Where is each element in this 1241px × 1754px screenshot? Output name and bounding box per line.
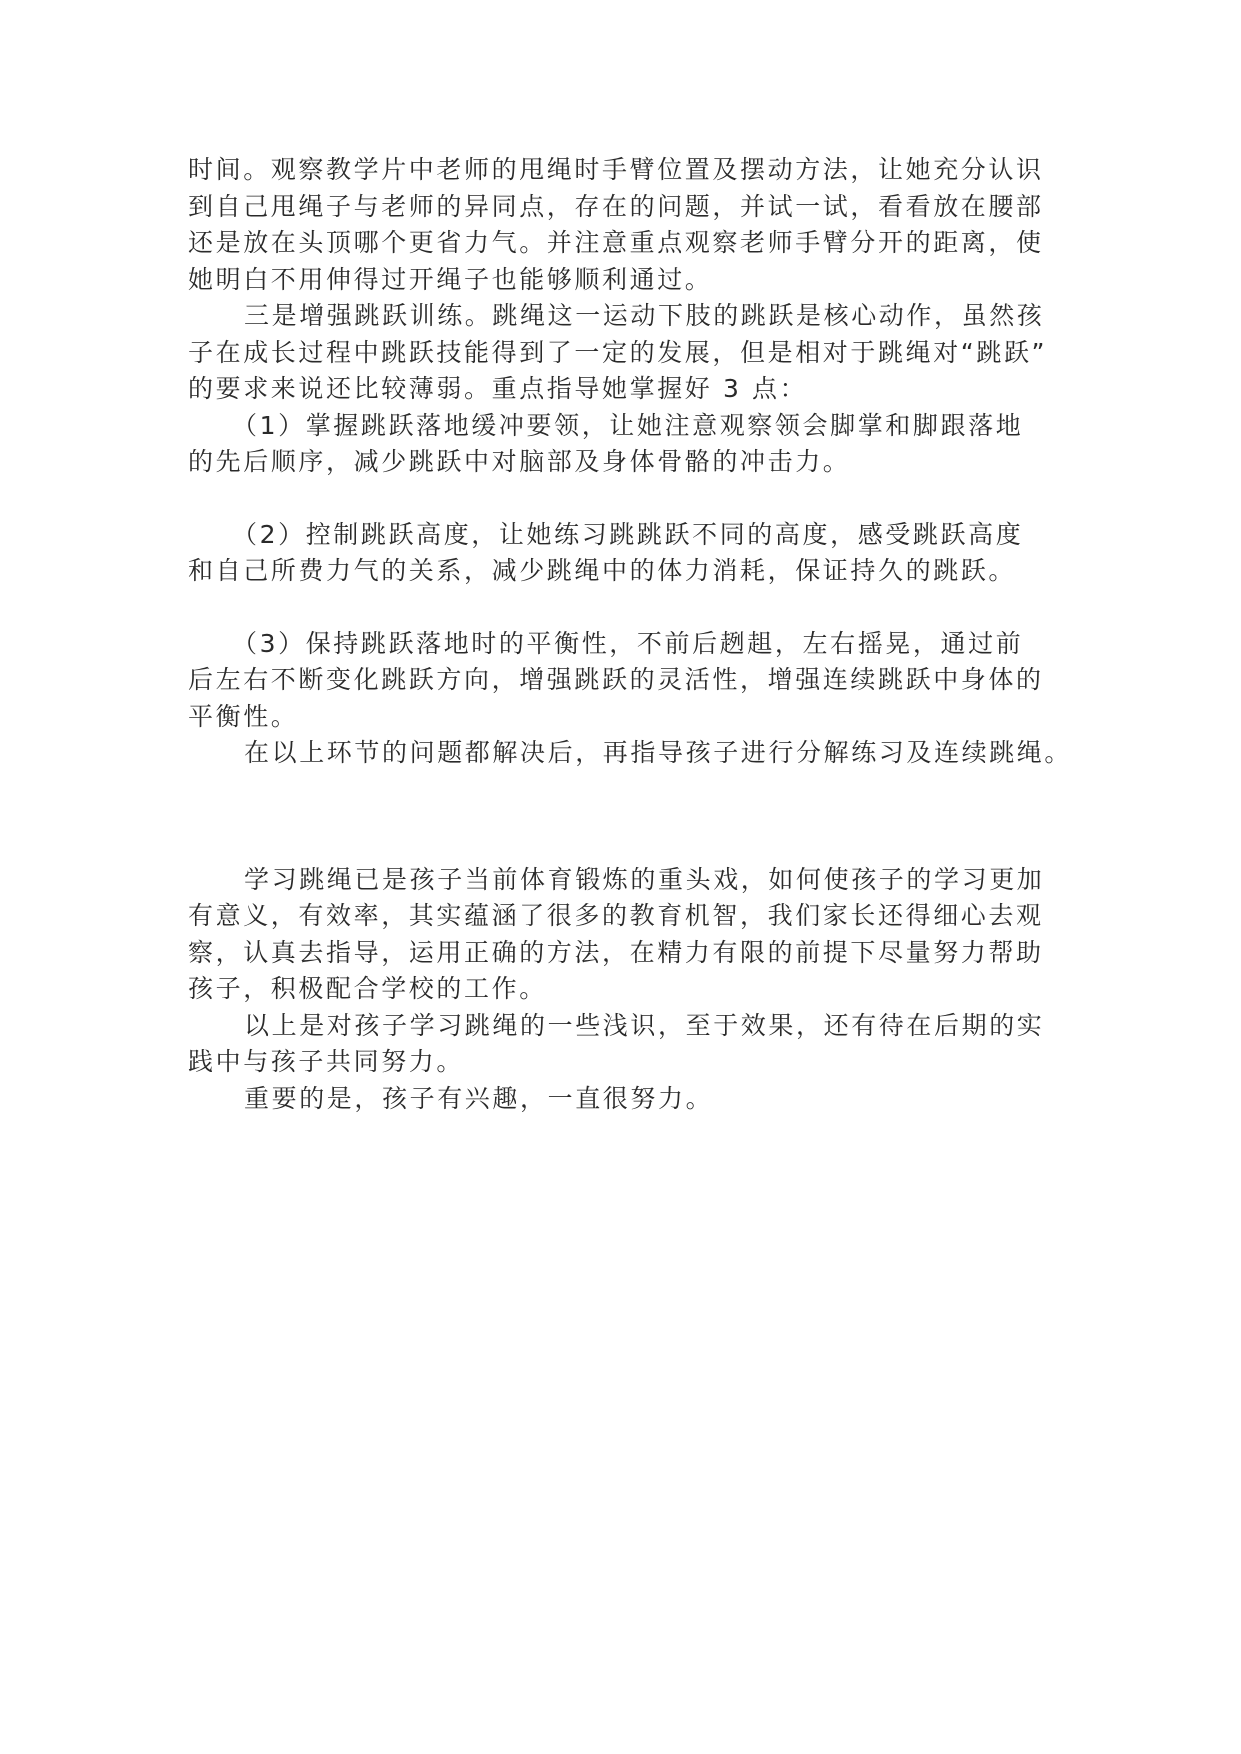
text-line: 的先后顺序，减少跳跃中对脑部及身体骨骼的冲击力。	[188, 447, 851, 476]
text-line: 三是增强跳跃训练。跳绳这一运动下肢的跳跃是核心动作，虽然孩	[244, 301, 1045, 330]
text-line: 践中与孩子共同努力。	[188, 1047, 465, 1076]
text-line: 平衡性。	[188, 701, 299, 731]
text-line: （2）控制跳跃高度，让她练习跳跳跃不同的高度，感受跳跃高度	[232, 519, 1024, 549]
text-line: 和自己所费力气的关系，减少跳绳中的体力消耗，保证持久的跳跃。	[188, 556, 1017, 585]
spacer	[188, 772, 1068, 862]
text-line: 时间。观察教学片中老师的甩绳时手臂位置及摆动方法，让她充分认识	[188, 155, 1044, 184]
text-line: 有意义，有效率，其实蕴涵了很多的教育机智，我们家长还得细心去观	[188, 901, 1044, 930]
text-line: 孩子，积极配合学校的工作。	[188, 974, 547, 1003]
text-line: 以上是对孩子学习跳绳的一些浅识，至于效果，还有待在后期的实	[244, 1010, 1045, 1040]
text-line: 到自己甩绳子与老师的异同点，存在的问题，并试一试，看看放在腰部	[188, 191, 1044, 221]
spacer	[188, 590, 1068, 626]
text-line: 后左右不断变化跳跃方向，增强跳跃的灵活性，增强连续跳跃中身体的	[188, 665, 1044, 694]
text-line: （1）掌握跳跃落地缓冲要领，让她注意观察领会脚掌和脚跟落地	[232, 410, 1024, 440]
document-body	[188, 152, 1073, 1117]
text-line: 她明白不用伸得过开绳子也能够顺利通过。	[188, 264, 713, 294]
text-line: 的要求来说还比较薄弱。重点指导她掌握好 3 点：	[188, 374, 808, 403]
text-line: 还是放在头顶哪个更省力气。并注意重点观察老师手臂分开的距离，使	[188, 228, 1044, 257]
text-line: 学习跳绳已是孩子当前体育锻炼的重头戏，如何使孩子的学习更加	[244, 864, 1045, 894]
text-line: 子在成长过程中跳跃技能得到了一定的发展，但是相对于跳绳对“跳跃”	[188, 337, 1048, 367]
spacer	[188, 481, 1068, 517]
text-line: 在以上环节的问题都解决后，再指导孩子进行分解练习及连续跳绳。	[244, 738, 1073, 767]
text-line: 察，认真去指导，运用正确的方法，在精力有限的前提下尽量努力帮助	[188, 937, 1044, 967]
text-line: 重要的是，孩子有兴趣，一直很努力。	[244, 1083, 714, 1113]
text-line: （3）保持跳跃落地时的平衡性，不前后趔趄，左右摇晃，通过前	[232, 628, 1024, 658]
